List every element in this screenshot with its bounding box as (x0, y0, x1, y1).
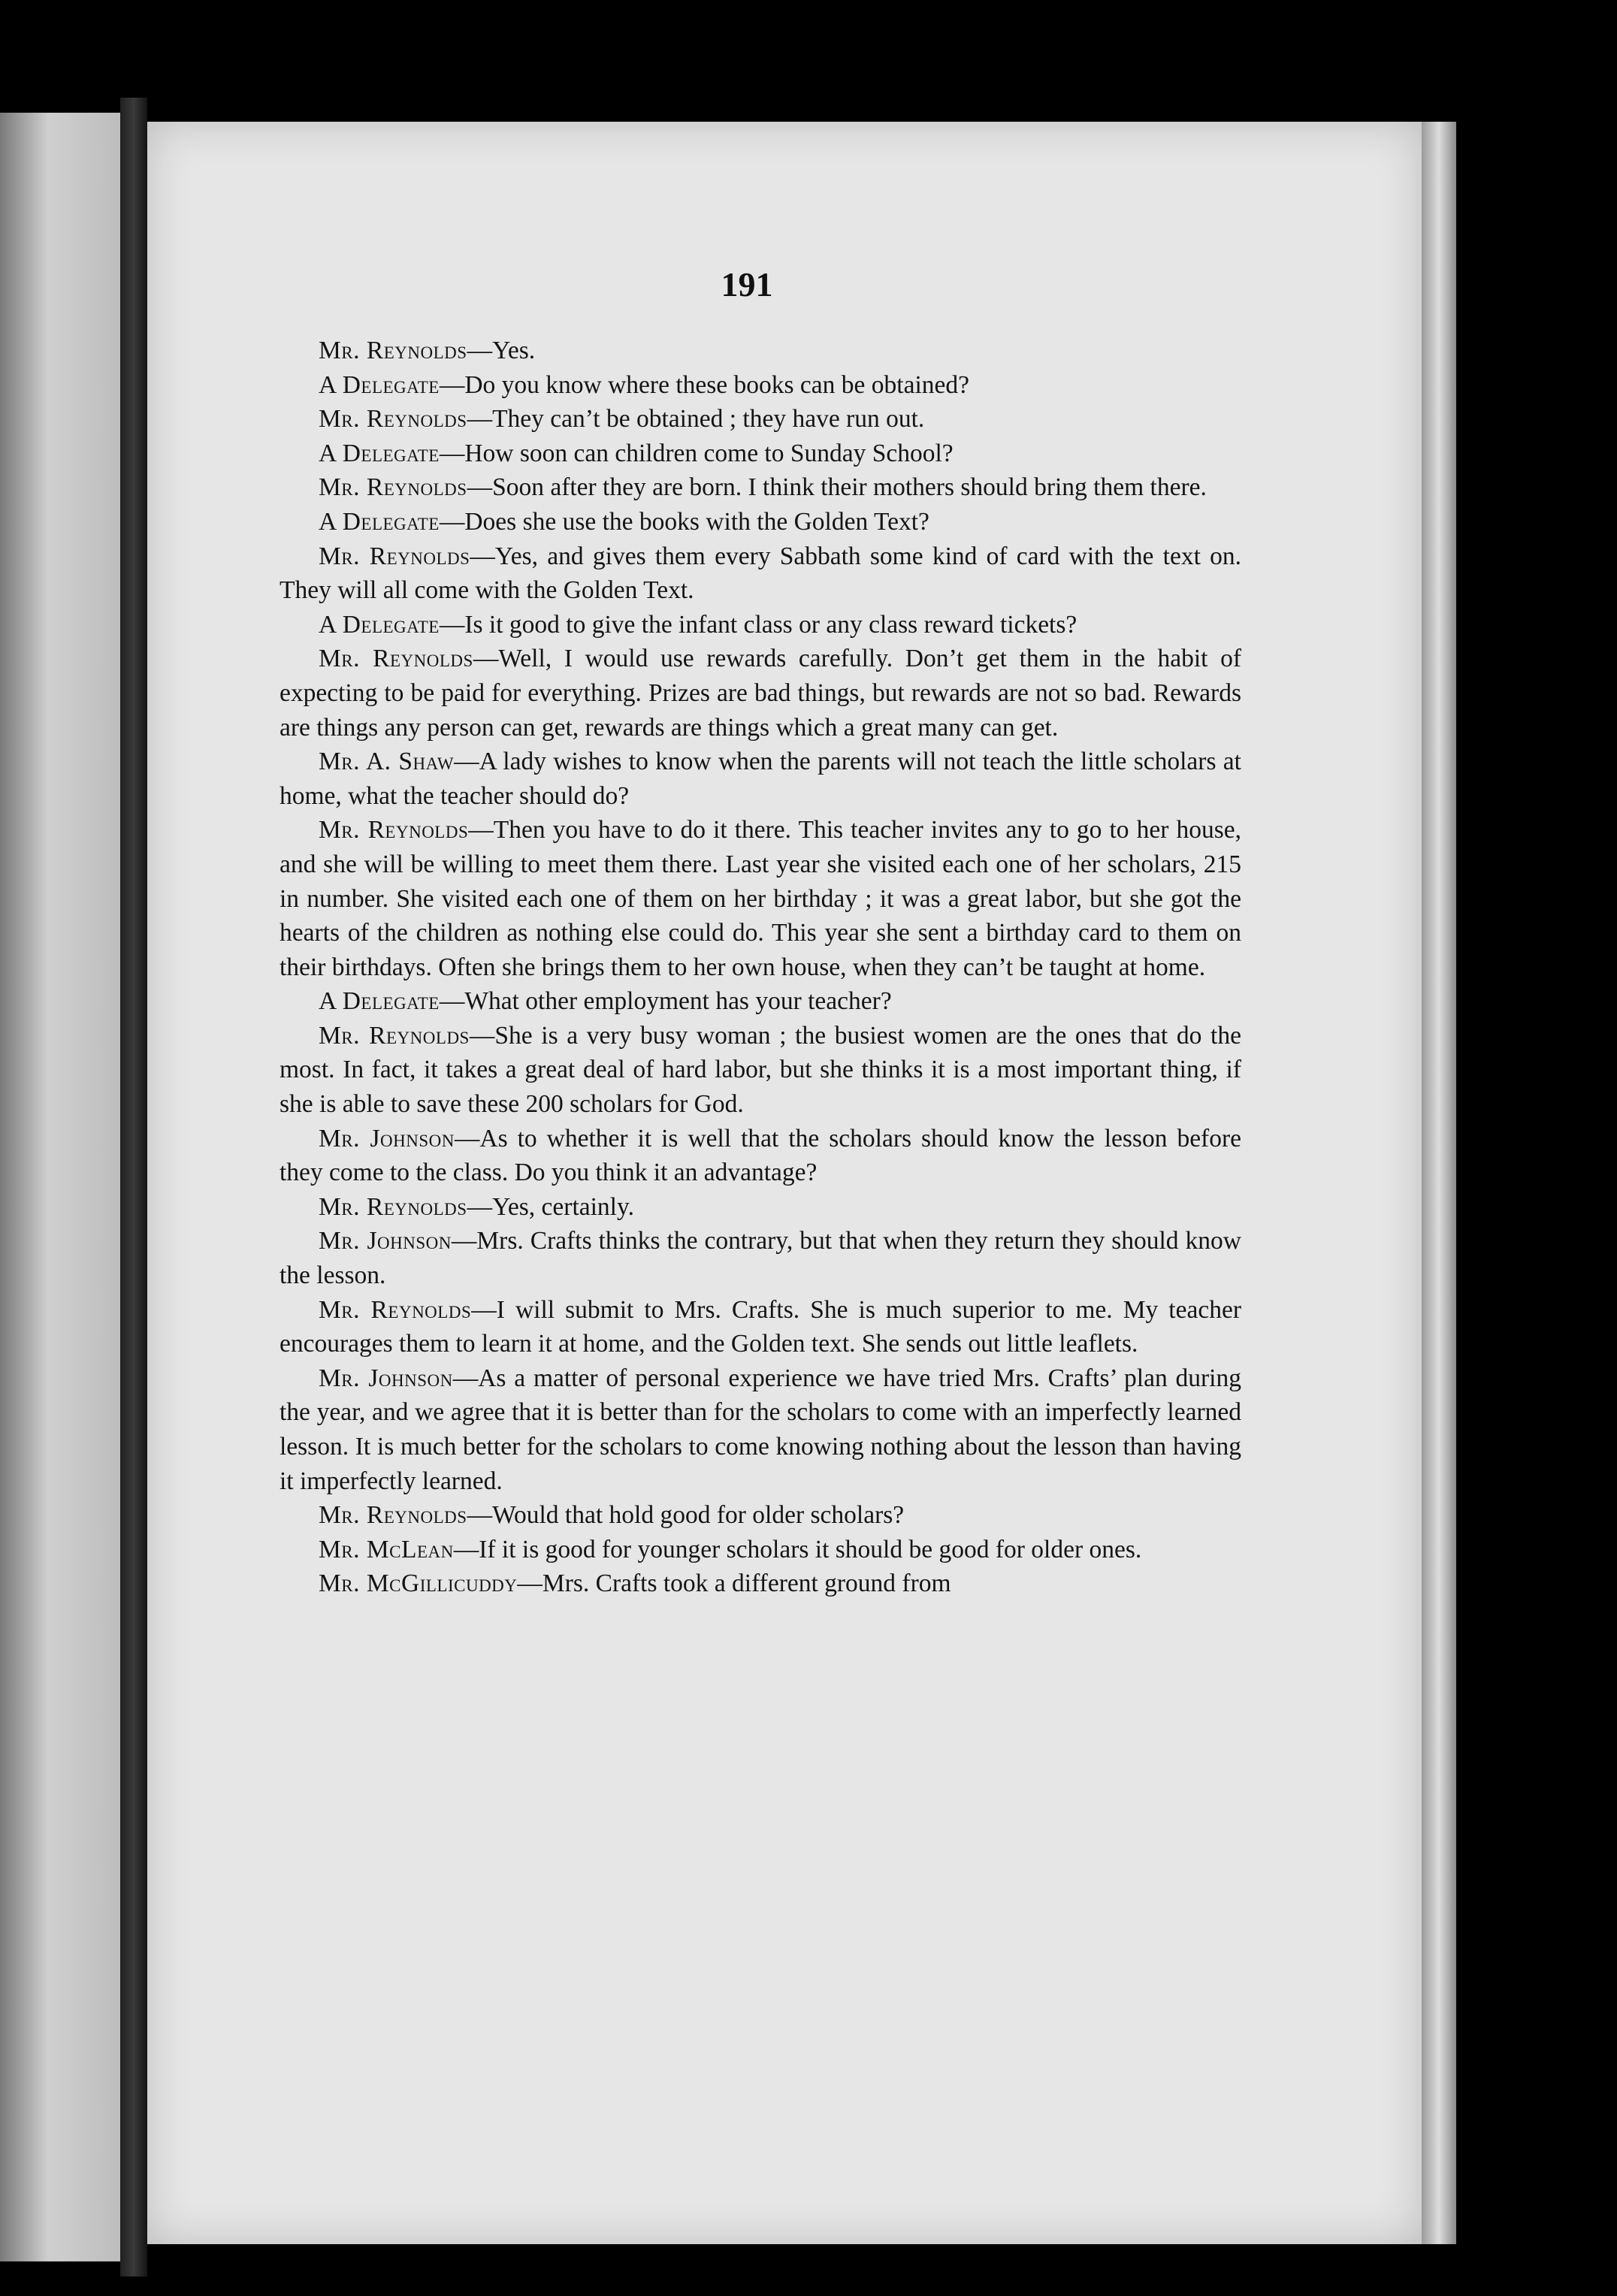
dialogue-paragraph (280, 1122, 1241, 1190)
book-gutter (120, 98, 147, 2276)
speech-text: —As to whether it is well that the scholars should know the lesson before they come to the class. Do you think it an advantage? (280, 1124, 1241, 1187)
speech-text: —Is it good to give the infant class or any class reward tickets? (439, 610, 1077, 639)
facing-page-edge (0, 113, 120, 2261)
dialogue-paragraph (280, 745, 1241, 813)
speaker-name: Mr. Reynolds (319, 816, 469, 844)
page-edge-shadow (1422, 122, 1456, 2244)
dialogue-paragraph (280, 368, 1241, 403)
speech-text: —Then you have to do it there. This teacher invites any to go to her house, and she will be willing to meet them there. Last year she visited each one of her scholars, 215 in number. She visited each one of them on her birthday ; it was a great labor, but she got the hearts of the children as nothing else could do. This year she sent a birthday card to them on their birthdays. Often she brings them to her own house, when they can’t be taught at home. (280, 816, 1241, 981)
dialogue-paragraph (280, 470, 1241, 505)
dialogue-paragraph (280, 1566, 1241, 1601)
speech-text: —Well, I would use rewards carefully. Don’t get them in the habit of expecting to be paid for everything. Prizes are bad things, but rewards are not so bad. Rewards are things any person can get, rewards are things which a great many can get. (280, 645, 1241, 742)
book-page (147, 122, 1422, 2244)
dialogue-paragraph (280, 608, 1241, 642)
speaker-name: Mr. McGillicuddy (319, 1569, 518, 1598)
dialogue-paragraph (280, 539, 1241, 608)
speech-text: —Yes. (467, 337, 536, 364)
dialogue-paragraph (280, 1293, 1241, 1361)
speaker-name: Mr. Reynolds (319, 1021, 470, 1050)
speech-text: —Mrs. Crafts took a different ground from (517, 1569, 951, 1598)
speaker-name: Mr. Reynolds (319, 473, 467, 502)
speaker-name: Mr. Reynolds (319, 405, 467, 434)
speech-text: —As a matter of personal experience we have tried Mrs. Crafts’ plan during the year, and we agree that it is better than for the scholars to come with an imperfectly learned lesson. It is much better for the scholars to come knowing nothing about the lesson than having it imperfectly learned. (280, 1364, 1241, 1495)
page-number: 191 (721, 265, 773, 304)
speaker-name: A Delegate (319, 439, 440, 467)
speech-text: —Mrs. Crafts thinks the contrary, but that when they return they should know the lesson. (280, 1227, 1241, 1290)
speech-text: —What other employment has your teacher? (439, 987, 892, 1016)
dialogue-paragraph (280, 1533, 1241, 1567)
dialogue-paragraph (280, 813, 1241, 984)
dialogue-paragraph (280, 1498, 1241, 1533)
speech-text: —They can’t be obtained ; they have run out. (467, 405, 925, 434)
speaker-name: A Delegate (319, 987, 440, 1016)
speaker-name: Mr. Reynolds (319, 1295, 472, 1324)
speaker-name: Mr. Reynolds (319, 1192, 467, 1221)
speaker-name: Mr. Johnson (319, 1124, 455, 1153)
speech-text: —Yes, certainly. (467, 1192, 634, 1221)
dialogue-paragraph (280, 1190, 1241, 1225)
speech-text: —She is a very busy woman ; the busiest women are the ones that do the most. In fact, it takes a great deal of hard labor, but she thinks it is a most important thing, if she is able to save these 200 scholars for God. (280, 1021, 1241, 1119)
speech-text: —Would that hold good for older scholars? (467, 1501, 905, 1530)
dialogue-paragraph (280, 642, 1241, 745)
dialogue-paragraph (280, 984, 1241, 1019)
dialogue-paragraph (280, 402, 1241, 437)
dialogue-paragraph (280, 505, 1241, 539)
dialogue-paragraph (280, 437, 1241, 471)
dialogue-paragraph (280, 1224, 1241, 1292)
speech-text: —A lady wishes to know when the parents will not teach the little scholars at home, what the teacher should do? (280, 748, 1241, 810)
speaker-name: Mr. Reynolds (319, 1501, 467, 1530)
speaker-name: Mr. Johnson (319, 1227, 452, 1255)
speaker-name: Mr. Reynolds (319, 337, 467, 364)
speaker-name: A Delegate (319, 507, 440, 536)
speech-text: —Yes, and gives them every Sabbath some kind of card with the text on. They will all come with the Golden Text. (280, 542, 1241, 605)
dialogue-paragraph (280, 334, 1241, 368)
speaker-name: Mr. McLean (319, 1535, 454, 1563)
speech-text: —I will submit to Mrs. Crafts. She is much superior to me. My teacher encourages them to learn it at home, and the Golden text. She sends out little leaflets. (280, 1295, 1241, 1358)
speaker-name: Mr. Reynolds (319, 542, 470, 570)
speaker-name: A Delegate (319, 610, 440, 639)
speaker-name: Mr. Reynolds (319, 645, 473, 673)
dialogue-paragraph (280, 1019, 1241, 1122)
page-text (280, 334, 1241, 1601)
speech-text: —If it is good for younger scholars it should be good for older ones. (453, 1535, 1142, 1563)
dialogue-paragraph (280, 1361, 1241, 1498)
speech-text: —Do you know where these books can be obtained? (439, 370, 970, 399)
speech-text: —Does she use the books with the Golden Text? (439, 507, 929, 536)
speaker-name: Mr. Johnson (319, 1364, 453, 1392)
speech-text: —Soon after they are born. I think their mothers should bring them there. (467, 473, 1207, 502)
speaker-name: A Delegate (319, 370, 440, 399)
speaker-name: Mr. A. Shaw (319, 748, 455, 776)
speech-text: —How soon can children come to Sunday School? (439, 439, 954, 467)
